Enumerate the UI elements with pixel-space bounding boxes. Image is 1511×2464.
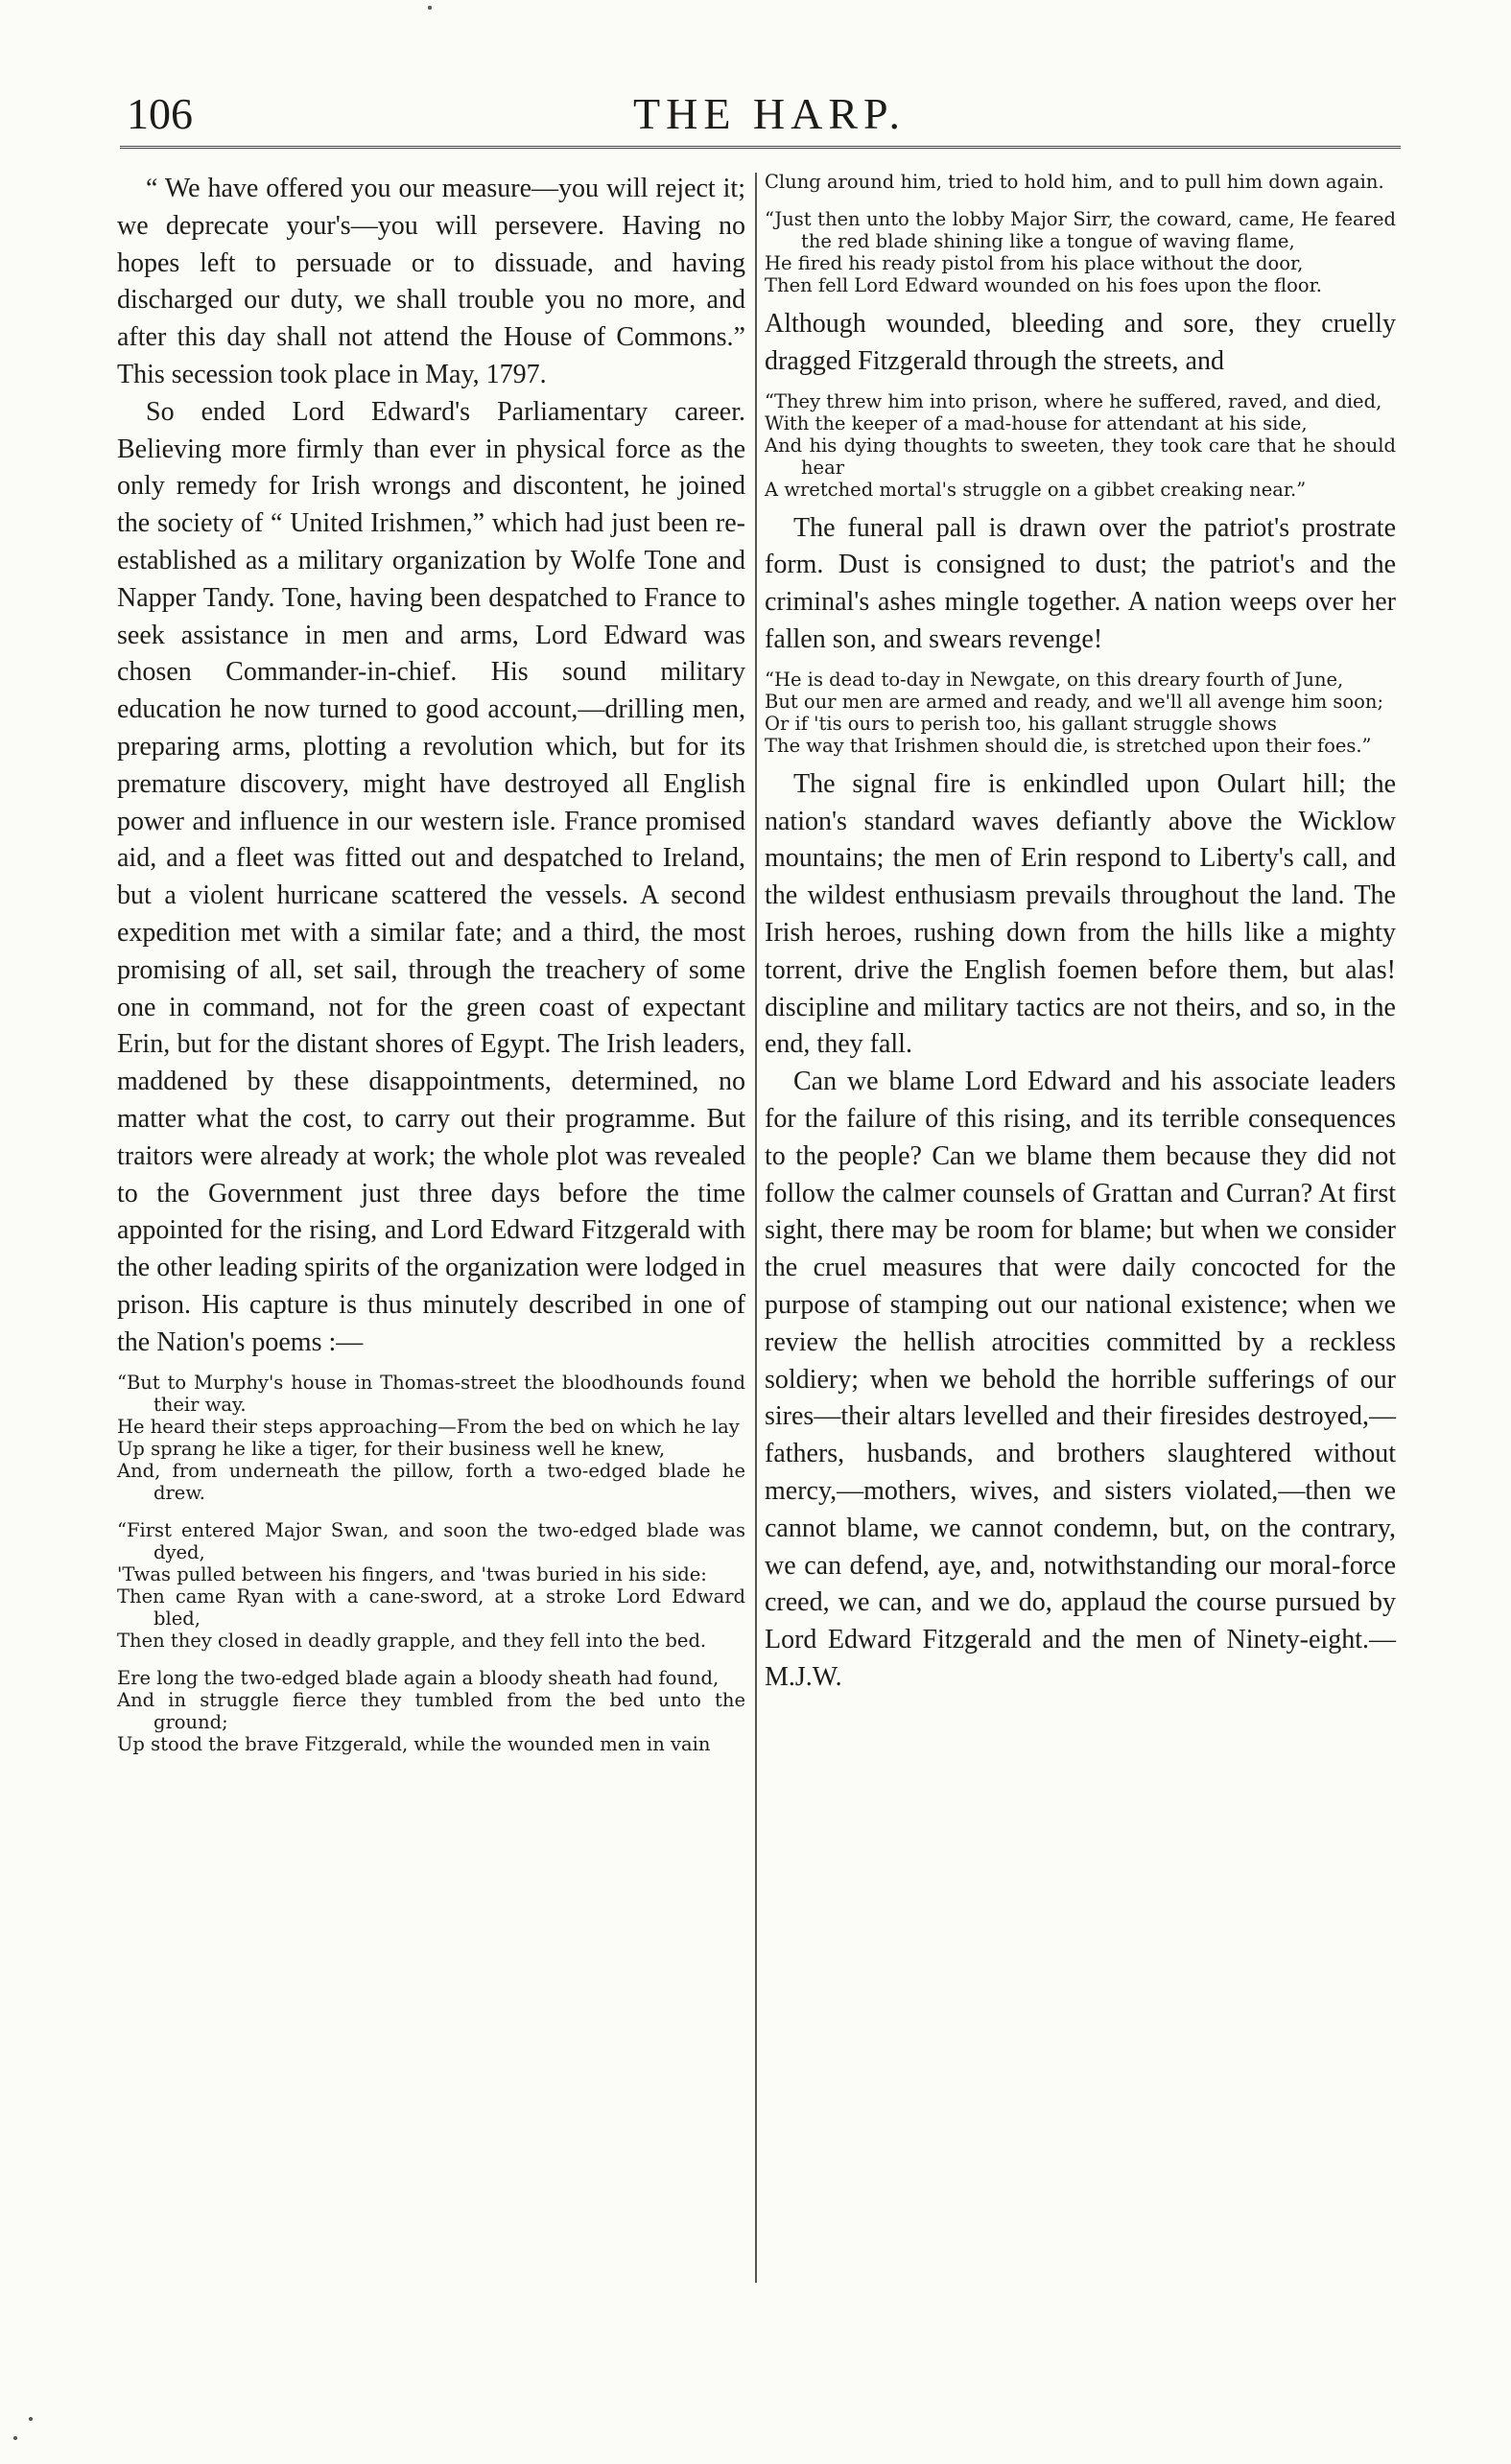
verse-line: The way that Irishmen should die, is stretched upon their foes.”: [765, 734, 1372, 757]
body-paragraph: The funeral pall is drawn over the patriot's prostrate form. Dust is consigned to dust; the patriot's and the criminal's ashes mingle together. A nation weeps over her fallen son, and swears revenge!: [765, 512, 1396, 654]
verse-line: And in struggle fierce they tumbled from the bed unto the ground;: [117, 1688, 745, 1733]
left-column: [117, 171, 745, 1755]
page-number: 106: [127, 89, 193, 138]
body-paragraph: Can we blame Lord Edward and his associate leaders for the failure of this rising, and its terrible consequences to the people? Can we blame them because they did not follow the calmer counsels of Grattan and Curran? At first sight, there may be room for blame; but when we consider the cruel measures that were daily concocted for the purpose of stamping out our national existence; when we review the hellish atrocities committed by a reckless soldiery; when we behold the horrible sufferings of our sires—their altars levelled and their firesides destroyed,—fathers, husbands, and brothers slaughtered without mercy,—mothers, wives, and sisters violated,—then we cannot blame, we cannot condemn, but, on the contrary, we can defend, aye, and, notwithstanding our moral-force creed, we can, and we do, applaud the course pursued by Lord Edward Fitzgerald and the men of Ninety-eight.—M.J.W.: [765, 1067, 1396, 1692]
verse-line: Ere long the two-edged blade again a bloody sheath had found,: [117, 1666, 720, 1689]
right-column: [765, 171, 1396, 1697]
verse-line: A wretched mortal's struggle on a gibbet creaking near.”: [765, 478, 1307, 501]
verse-line: “They threw him into prison, where he suffered, raved, and died,: [765, 389, 1382, 412]
running-title: THE HARP.: [633, 89, 907, 138]
body-paragraph: Although wounded, bleeding and sore, they cruelly dragged Fitzgerald through the streets, and: [765, 309, 1396, 376]
body-paragraph: The signal fire is enkindled upon Oulart hill; the nation's standard waves defiantly above the Wicklow mountains; the men of Erin respond to Liberty's call, and the wildest enthusiasm prevails throughout the land. The Irish heroes, rushing down from the hills like a mighty torrent, drive the English foemen before them, but alas! discipline and military tactics are not theirs, and so, in the end, they fall.: [765, 768, 1396, 1060]
stanza-gap: [117, 1504, 745, 1519]
verse-line: “First entered Major Swan, and soon the two-edged blade was dyed,: [117, 1518, 745, 1563]
verse-line: Clung around him, tried to hold him, and to pull him down again.: [765, 171, 1384, 193]
verse-line: Then came Ryan with a cane-sword, at a stroke Lord Edward bled,: [117, 1584, 745, 1630]
header-rule: [120, 146, 1401, 149]
verse-line: But our men are armed and ready, and we'll all avenge him soon;: [765, 690, 1384, 713]
column-divider: [755, 173, 757, 2283]
verse-line: Up stood the brave Fitzgerald, while the wounded men in vain: [117, 1732, 711, 1755]
verse-line: With the keeper of a mad-house for attendant at his side,: [765, 411, 1308, 434]
stanza-gap: [117, 1652, 745, 1667]
verse-line: And his dying thoughts to sweeten, they took care that he should hear: [765, 434, 1396, 479]
body-paragraph: So ended Lord Edward's Parliamentary career. Believing more firmly than ever in physical force as the only remedy for Irish wrongs and discontent, he joined the society of “ United Irishmen,” which had just been re-established as a military organization by Wolfe Tone and Napper Tandy. Tone, having been despatched to France to seek assistance in men and arms, Lord Edward was chosen Commander-in-chief. His sound military education he now turned to good account,—drilling men, preparing arms, plotting a revolution which, but for its premature discovery, might have destroyed all English power and influence in our western isle. France promised aid, and a fleet was fitted out and despatched to Ireland, but a violent hurricane scattered the vessels. A second expedition met with a similar fate; and a third, the most promising of all, set sail, through the treachery of some one in command, not for the green coast of expectant Erin, but for the distant shores of Egypt. The Irish leaders, maddened by these disappointments, determined, no matter what the cost, to carry out their programme. But traitors were already at work; the whole plot was revealed to the Government just three days before the time appointed for the rising, and Lord Edward Fitzgerald with the other leading spirits of the organization were lodged in prison. His capture is thus minutely described in one of the Nation's poems :—: [117, 396, 745, 1357]
body-paragraph: “ We have offered you our measure—you will reject it; we deprecate your's—you will persevere. Having no hopes left to persuade or to dissuade, and having discharged our duty, we shall trouble you no more, and after this day shall not attend the House of Commons.” This secession took place in May, 1797.: [117, 174, 745, 389]
verse-line: Then fell Lord Edward wounded on his foes upon the floor.: [765, 274, 1323, 296]
verse-line: He fired his ready pistol from his place without the door,: [765, 252, 1304, 274]
paper-speck: [428, 6, 432, 10]
paper-speck: [13, 2436, 17, 2440]
verse-line: He heard their steps approaching—From the bed on which he lay: [117, 1415, 740, 1438]
verse-line: 'Twas pulled between his fingers, and 'twas buried in his side:: [117, 1562, 707, 1585]
paper-speck: [29, 2417, 33, 2421]
verse-line: “But to Murphy's house in Thomas-street the bloodhounds found their way.: [117, 1371, 745, 1416]
verse-line: And, from underneath the pillow, forth a two-edged blade he drew.: [117, 1459, 745, 1504]
verse-line: “Just then unto the lobby Major Sirr, the coward, came, He feared the red blade shining like a tongue of waving flame,: [765, 208, 1396, 252]
verse-line: Up sprang he like a tiger, for their business well he knew,: [117, 1437, 666, 1460]
stanza-gap: [765, 193, 1396, 208]
verse-line: Or if 'tis ours to perish too, his gallant struggle shows: [765, 712, 1277, 735]
verse-line: “He is dead to-day in Newgate, on this dreary fourth of June,: [765, 668, 1344, 691]
verse-line: Then they closed in deadly grapple, and they fell into the bed.: [117, 1629, 707, 1652]
